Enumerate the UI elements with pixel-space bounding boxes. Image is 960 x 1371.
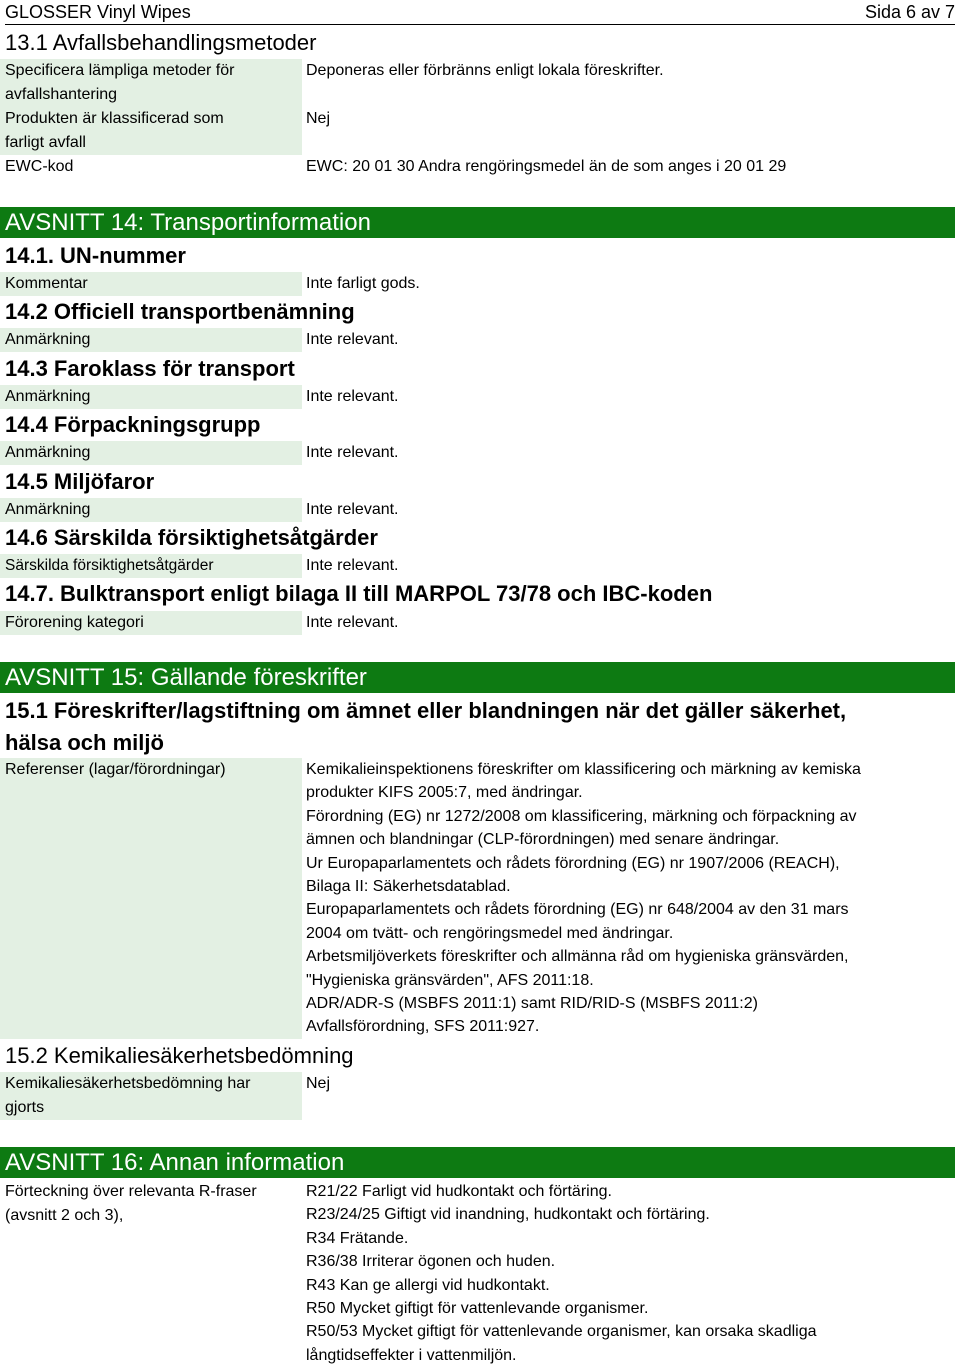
sub-14-1-heading: 14.1. UN-nummer xyxy=(5,243,186,268)
reference-line: ämnen och blandningar (CLP-förordningen) med senare ändringar. xyxy=(306,831,780,849)
field-label: Särskilda försiktighetsåtgärder xyxy=(0,554,302,578)
reference-line: Europaparlamentets och rådets förordning (EG) nr 648/2004 av den 31 mars xyxy=(306,901,849,919)
r-phrase-line: R43 Kan ge allergi vid hudkontakt. xyxy=(306,1276,550,1294)
field-value: Inte relevant. xyxy=(306,331,399,348)
field-value: Inte relevant. xyxy=(306,444,399,461)
r-phrase-line: R36/38 Irriterar ögonen och huden. xyxy=(306,1253,556,1271)
reference-line: Förordning (EG) nr 1272/2008 om klassificering, märkning och förpackning av xyxy=(306,807,857,825)
field-value: Inte farligt gods. xyxy=(306,275,420,292)
reference-line: Arbetsmiljöverkets föreskrifter och allmänna råd om hygieniska gränsvärden, xyxy=(306,948,849,966)
reference-line: Bilaga II: Säkerhetsdatablad. xyxy=(306,878,511,896)
heading-line: 15.1 Föreskrifter/lagstiftning om ämnet eller blandningen när det gäller säkerhet, xyxy=(5,698,847,723)
sub-14-2-heading: 14.2 Officiell transportbenämning xyxy=(5,299,355,324)
field-label-references: Referenser (lagar/förordningar) xyxy=(0,758,302,1039)
field-value: Inte relevant. xyxy=(306,501,399,518)
label-line: avfallshantering xyxy=(5,86,118,103)
field-label: Anmärkning xyxy=(0,498,302,522)
field-label-chemical-safety-assessment xyxy=(0,1072,302,1120)
field-label-ewc-code: EWC-kod xyxy=(5,158,74,175)
field-value-hazardous-waste: Nej xyxy=(306,110,331,127)
sub-14-4-heading: 14.4 Förpackningsgrupp xyxy=(5,412,261,437)
field-value: Inte relevant. xyxy=(306,557,399,574)
reference-line: produkter KIFS 2005:7, med ändringar. xyxy=(306,784,583,802)
label-line: (avsnitt 2 och 3), xyxy=(5,1207,124,1224)
r-phrases-list xyxy=(306,1180,817,1367)
reference-line: Avfallsförordning, SFS 2011:927. xyxy=(306,1018,540,1036)
field-value-ewc-code: EWC: 20 01 30 Andra rengöringsmedel än de som anges i 20 01 29 xyxy=(306,158,787,175)
sub-14-3-heading: 14.3 Faroklass för transport xyxy=(5,356,295,381)
reference-line: Ur Europaparlamentets och rådets förordning (EG) nr 1907/2006 (REACH), xyxy=(306,854,840,872)
r-phrase-line: R34 Frätande. xyxy=(306,1229,409,1247)
field-label: Förorening kategori xyxy=(0,611,302,635)
sub-15-1-heading xyxy=(5,697,846,757)
sub-15-2-heading: 15.2 Kemikaliesäkerhetsbedömning xyxy=(5,1043,354,1068)
label-line: farligt avfall xyxy=(5,134,86,151)
reference-line: ADR/ADR-S (MSBFS 2011:1) samt RID/RID-S (MSBFS 2011:2) xyxy=(306,995,758,1013)
reference-line: "Hygieniska gränsvärden", AFS 2011:18. xyxy=(306,971,594,989)
section-16-banner: AVSNITT 16: Annan information xyxy=(0,1147,955,1178)
section-13-1-heading: 13.1 Avfallsbehandlingsmetoder xyxy=(5,30,317,55)
reference-line: Kemikalieinspektionens föreskrifter om klassificering och märkning av kemiska xyxy=(306,761,861,778)
sub-14-7-heading: 14.7. Bulktransport enligt bilaga II till MARPOL 73/78 och IBC-koden xyxy=(5,581,713,606)
field-value: Inte relevant. xyxy=(306,614,399,631)
field-value-chemical-safety-assessment: Nej xyxy=(306,1075,331,1092)
field-label: Anmärkning xyxy=(0,328,302,352)
r-phrase-line: R50 Mycket giftigt för vattenlevande organismer. xyxy=(306,1300,649,1318)
references-list xyxy=(306,758,861,1039)
heading-line: hälsa och miljö xyxy=(5,730,164,755)
r-phrase-line: R50/53 Mycket giftigt för vattenlevande organismer, kan orsaka skadliga xyxy=(306,1323,817,1341)
field-value-disposal-methods: Deponeras eller förbränns enligt lokala föreskrifter. xyxy=(306,62,664,79)
label-line: Specificera lämpliga metoder för xyxy=(5,62,235,79)
sub-14-5-heading: 14.5 Miljöfaror xyxy=(5,469,155,494)
label-line: Förteckning över relevanta R-fraser xyxy=(5,1183,257,1200)
field-label-r-phrases xyxy=(5,1180,257,1228)
label-line: gjorts xyxy=(5,1099,45,1116)
sub-14-6-heading: 14.6 Särskilda försiktighetsåtgärder xyxy=(5,525,378,550)
r-phrase-line: R21/22 Farligt vid hudkontakt och förtäring. xyxy=(306,1183,612,1200)
field-label-hazardous-waste xyxy=(0,107,302,155)
section-14-banner: AVSNITT 14: Transportinformation xyxy=(0,207,955,238)
field-label-disposal-methods xyxy=(0,59,302,107)
label-line: Produkten är klassificerad som xyxy=(5,110,224,127)
field-value: Inte relevant. xyxy=(306,388,399,405)
reference-line: 2004 om tvätt- och rengöringsmedel med ändringar. xyxy=(306,924,674,942)
label-line: Kemikaliesäkerhetsbedömning har xyxy=(5,1075,251,1092)
page-number: Sida 6 av 7 xyxy=(864,2,955,22)
field-label: Anmärkning xyxy=(0,441,302,465)
field-label: Kommentar xyxy=(0,272,302,296)
field-label: Anmärkning xyxy=(0,385,302,409)
page-header xyxy=(5,0,955,25)
section-15-banner: AVSNITT 15: Gällande föreskrifter xyxy=(0,662,955,693)
r-phrase-line: långtidseffekter i vattenmiljön. xyxy=(306,1346,517,1364)
document-title: GLOSSER Vinyl Wipes xyxy=(5,2,191,22)
r-phrase-line: R23/24/25 Giftigt vid inandning, hudkontakt och förtäring. xyxy=(306,1206,710,1224)
